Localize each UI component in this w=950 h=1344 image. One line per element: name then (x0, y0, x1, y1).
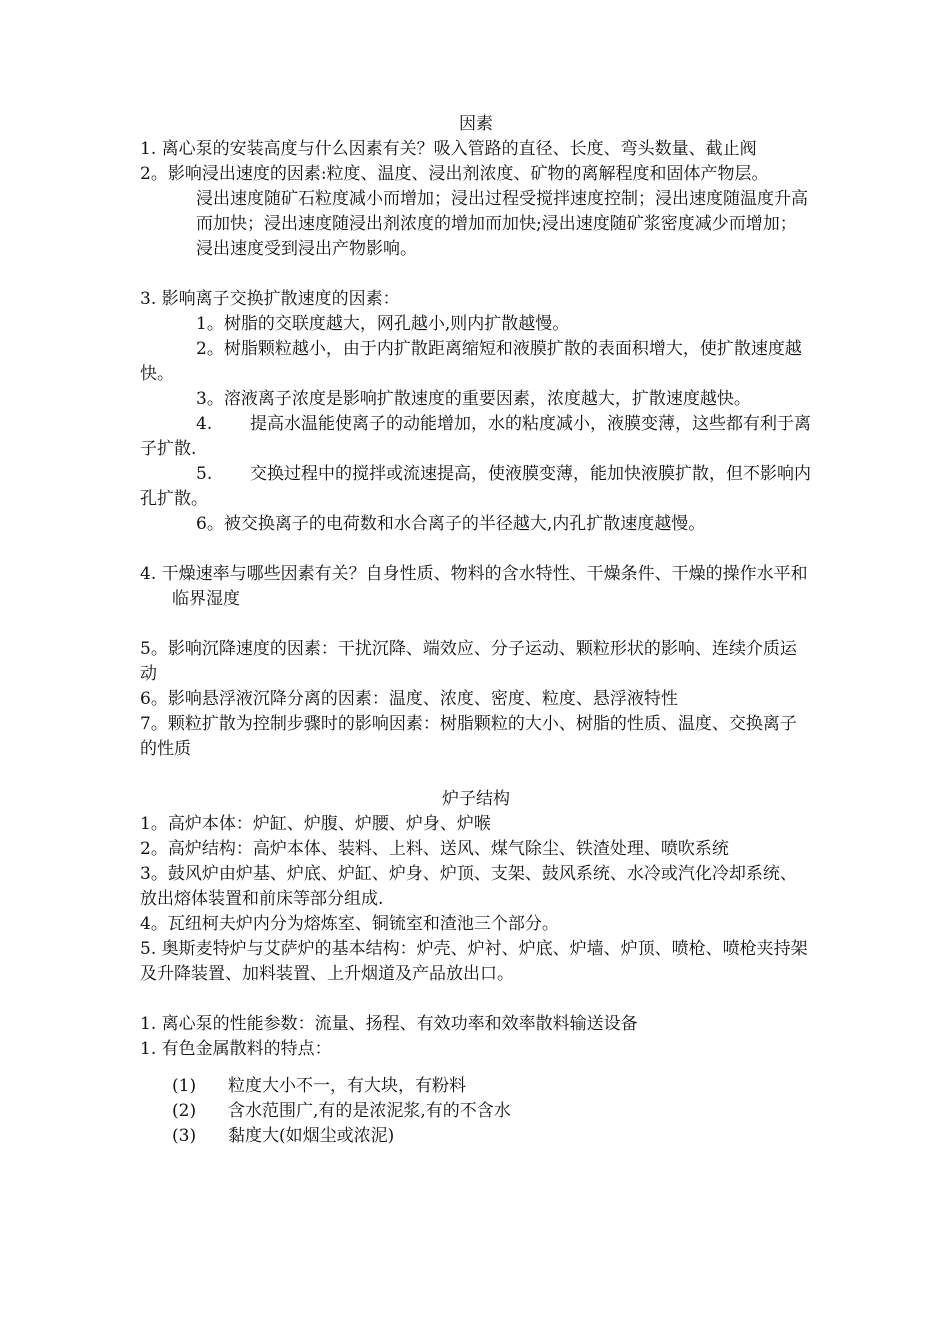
item-number: (2) (172, 1101, 197, 1121)
furnace-item: 3。鼓风炉由炉基、炉底、炉缸、炉身、炉顶、支架、鼓风系统、水冷或汽化冷却系统、放出熔体装置和前床等部分组成. (140, 864, 797, 909)
item-text: 含水范围广,有的是浓泥浆,有的不含水 (228, 1101, 511, 1121)
bulk-material-item (140, 1124, 812, 1149)
furnace-item: 4。瓦纽柯夫炉内分为熔炼室、铜锍室和渣池三个部分。 (140, 914, 559, 934)
question-2: 2。影响浸出速度的因素:粒度、温度、浸出剂浓度、矿物的离解程度和固体产物层。 (140, 164, 769, 184)
question-5: 5。影响沉降速度的因素：干扰沉降、端效应、分子运动、颗粒形状的影响、连续介质运动 (140, 639, 797, 684)
bulk-material-item (140, 1099, 812, 1124)
item-number: (3) (172, 1126, 197, 1146)
question-1: 1. 离心泵的安装高度与什么因素有关？吸入管路的直径、长度、弯头数量、截止阀 (140, 139, 757, 159)
document-page (140, 112, 812, 1149)
question-2-detail: 浸出速度随矿石粒度减小而增加；浸出过程受搅拌速度控制；浸出速度随温度升高而加快；浸出速度随浸出剂浓度的增加而加快;浸出速度随矿浆密度减少而增加；浸出速度受到浸出产物影响。 (196, 189, 808, 259)
item-text: 粒度大小不一，有大块，有粉料 (228, 1076, 466, 1096)
furnace-item: 2。高炉结构：高炉本体、装料、上料、送风、煤气除尘、铁渣处理、喷吹系统 (140, 839, 729, 859)
bulk-material-heading: 1. 有色金属散料的特点： (140, 1039, 332, 1059)
question-3-item: 5. 交换过程中的搅拌或流速提高，使液膜变薄，能加快液膜扩散，但不影响内孔扩散。 (140, 464, 812, 509)
item-text: 黏度大(如烟尘或浓泥) (228, 1126, 395, 1146)
question-6: 6。影响悬浮液沉降分离的因素：温度、浓度、密度、粒度、悬浮液特性 (140, 689, 678, 709)
question-3-item: 6。被交换离子的电荷数和水合离子的半径越大,内孔扩散速度越慢。 (196, 514, 706, 534)
question-3: 3. 影响离子交换扩散速度的因素： (140, 289, 400, 309)
question-3-item: 4. 提高水温能使离子的动能增加，水的粘度减小，液膜变薄，这些都有利于离子扩散. (140, 414, 812, 459)
question-3-item: 1。树脂的交联度越大，网孔越小,则内扩散越慢。 (196, 314, 570, 334)
question-7: 7。颗粒扩散为控制步骤时的影响因素：树脂颗粒的大小、树脂的性质、温度、交换离子的性质 (140, 714, 797, 759)
pump-parameters: 1. 离心泵的性能参数：流量、扬程、有效功率和效率散料输送设备 (140, 1014, 638, 1034)
bulk-material-item (140, 1074, 812, 1099)
item-number: (1) (172, 1076, 197, 1096)
question-3-item: 2。树脂颗粒越小，由于内扩散距离缩短和液膜扩散的表面积增大，使扩散速度越快。 (140, 339, 802, 384)
section-title-factors: 因素 (459, 114, 493, 134)
question-4: 4. 干燥速率与哪些因素有关？自身性质、物料的含水特性、干燥条件、干燥的操作水平和临界湿度 (140, 564, 808, 609)
furnace-item: 1。高炉本体：炉缸、炉腹、炉腰、炉身、炉喉 (140, 814, 491, 834)
question-3-item: 3。溶液离子浓度是影响扩散速度的重要因素，浓度越大，扩散速度越快。 (196, 389, 751, 409)
furnace-item: 5. 奥斯麦特炉与艾萨炉的基本结构：炉壳、炉衬、炉底、炉墙、炉顶、喷枪、喷枪夹持架及升降装置、加料装置、上升烟道及产品放出口。 (140, 939, 808, 984)
section-title-furnace: 炉子结构 (442, 789, 510, 809)
